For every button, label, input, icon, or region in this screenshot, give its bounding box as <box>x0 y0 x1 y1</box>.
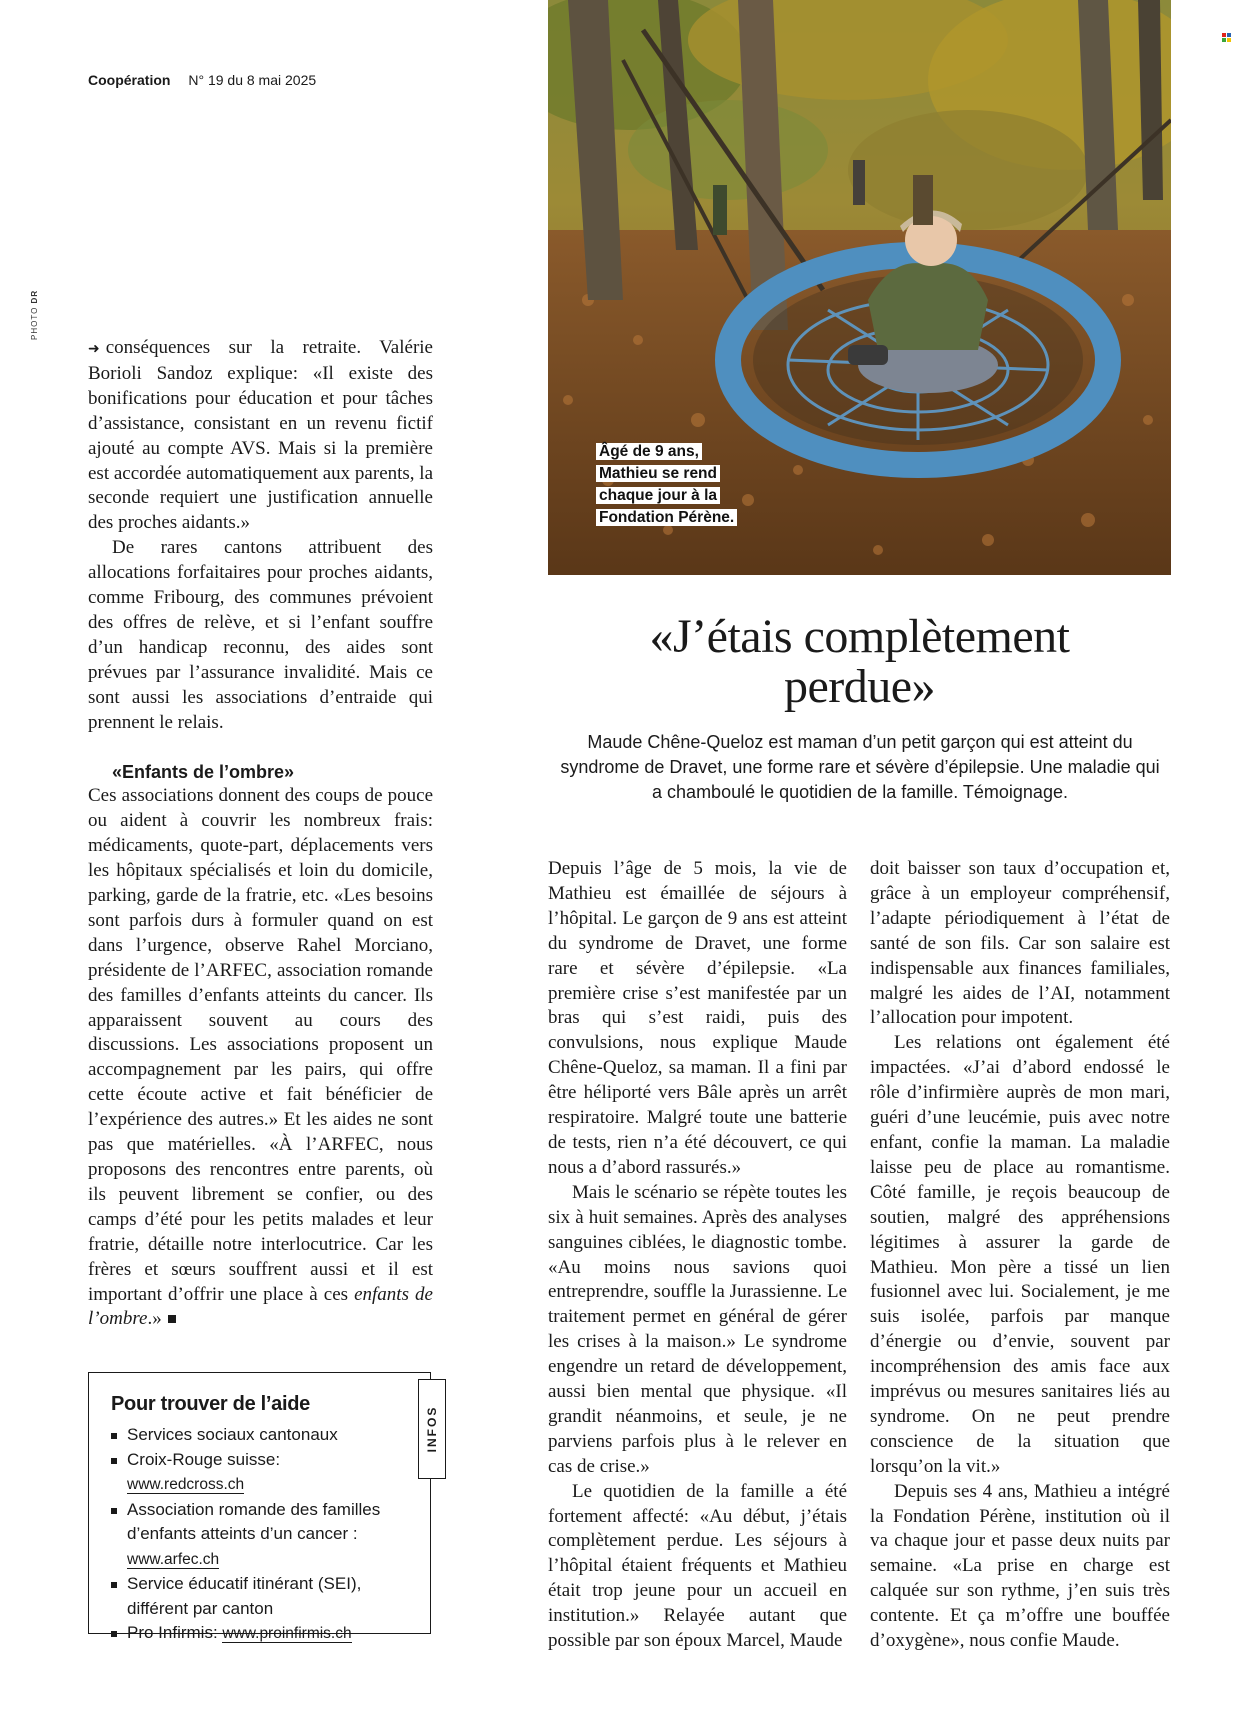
left-paragraph-3 <box>88 784 433 1332</box>
middle-column <box>548 857 847 1654</box>
italic-phrase: enfants de l’ombre <box>88 1283 433 1330</box>
brand-logo <box>1222 33 1231 42</box>
photo-credit-label: PHOTO <box>30 306 39 340</box>
list-item-text: Pro Infirmis: <box>127 1623 223 1642</box>
article-title <box>548 612 1171 712</box>
list-item-text: Services sociaux cantonaux <box>127 1425 338 1444</box>
right-paragraph-2: Les relations ont également été impactées. «J’ai d’abord endossé le rôle d’infirmière auprès de mon mari, guéri d’une leucémie, puis avec notre enfant, confie la maman. La maladie laisse peu de place au romantisme. Côté famille, je reçois beaucoup de soutien, malgré des appréhensions légitimes à assurer la garde de Mathieu. Mon père a tissé un lien fusionnel avec lui. Socialement, je me suis isolée, parfois par manque d’énergie ou d’envie, souvent par incompréhension des amis face aux imprévus ou mesures sanitaires liés au syndrome. On ne peut prendre conscience de la situation que lorsqu’on la vit.» <box>870 1032 1170 1477</box>
right-paragraph-1: doit baisser son taux d’occupation et, grâce à un employeur compréhensif, l’adapte périodiquement à l’état de santé de son fils. Car son salaire est indispensable aux finances familiales, malgré les aides de l’AI, notamment l’allocation pour impotent. <box>870 858 1170 1029</box>
list-item <box>109 1423 394 1448</box>
quote-end: .» <box>147 1308 162 1330</box>
end-of-article-mark <box>168 1315 176 1323</box>
infos-tag-label: INFOS <box>425 1405 439 1453</box>
mid-paragraph-2: Mais le scénario se répète toutes les six à huit semaines. Après des analyses sanguines ciblées, le diagnostic tombe. «Au moins nous savions quoi entreprendre, souffle la Jurassienne. Le traitement permet en général de gérer les crises à la maison.» Le syndrome engendre un retard de développement, aussi bien mental que physique. «Il grandit néanmoins, et seule, je ne parviens parfois plus à le relever en cas de crise.» <box>548 1181 847 1477</box>
infos-tag <box>418 1379 446 1479</box>
list-item <box>109 1572 394 1621</box>
photo-credit-source: DR <box>30 289 39 304</box>
issue-info: N° 19 du 8 mai 2025 <box>188 72 317 88</box>
mid-paragraph-3: Le quotidien de la famille a été fortement affecté: «Au début, j’étais complètement perdue. Les séjours à l’hôpital étaient fréquents et Mathieu était trop jeune pour un accueil en institution.» Relayée autant que possible par son époux Marcel, Maude <box>548 1480 847 1652</box>
proinfirmis-link[interactable]: www.proinfirmis.ch <box>222 1625 352 1642</box>
publication-name: Coopération <box>88 72 171 88</box>
help-info-box <box>88 1372 439 1642</box>
photo-caption <box>596 441 737 529</box>
list-item <box>109 1498 394 1573</box>
page-header <box>88 72 316 88</box>
help-resource-list <box>109 1423 394 1647</box>
title-line-2: perdue» <box>783 660 936 713</box>
subheading: «Enfants de l’ombre» <box>112 761 295 782</box>
caption-line: chaque jour à la <box>596 487 720 504</box>
article-lead: Maude Chêne-Queloz est maman d’un petit garçon qui est atteint du syndrome de Dravet, une forme rare et sévère d’épilepsie. Une maladie qui a chamboulé le quotidien de la famille. Témoignage. <box>560 732 1160 802</box>
redcross-link[interactable]: www.redcross.ch <box>127 1476 245 1493</box>
list-item <box>109 1448 394 1498</box>
caption-line: Âgé de 9 ans, <box>596 443 702 460</box>
caption-line: Fondation Pérène. <box>596 509 737 526</box>
mid-paragraph-1: Depuis l’âge de 5 mois, la vie de Mathieu est émaillée de séjours à l’hôpital. Le garçon de 9 ans est atteint du syndrome de Dravet, une forme rare et sévère d’épilepsie. «La première crise s’est manifestée par un bras qui s’est raidi, puis des convulsions, nous explique Maude Chêne-Queloz, sa maman. Il a fini par être héliporté vers Bâle après un arrêt respiratoire. Malgré toute une batterie de tests, rien n’a été découvert, ce qui nous a d’abord rassurés.» <box>548 858 847 1178</box>
arfec-link[interactable]: www.arfec.ch <box>127 1550 220 1568</box>
list-item-text: Croix-Rouge suisse: <box>127 1449 281 1469</box>
left-paragraph-3-text: Ces associations donnent des coups de pouce ou aident à couvrir les nombreux frais: médicaments, quote-part, déplacements vers les hôpitaux spécialisés et loin du domicile, parking, garde de la fratrie, etc. «Les besoins sont parfois durs à formuler quand on est dans l’urgence, observe Rahel Morciano, présidente de l’ARFEC, association romande des familles d’enfants atteints du cancer. Ils apparaissent souvent au cours des discussions. Les associations proposent un accompagnement par les pairs, qui offre cette écoute active et fait bénéficier de l’expérience des autres.» Et les aides ne sont pas que matérielles. «À l’ARFEC, nous proposons des rencontres entre parents, où ils peuvent librement se confier, ou des camps d’été pour les petits malades et leur fratrie, détaille notre interlocutrice. Car les frères et sœurs souffrent aussi et il est important d’offrir une place à ces <box>88 785 433 1305</box>
title-line-1: «J’étais complètement <box>649 610 1070 663</box>
left-paragraph-1-text: conséquences sur la retraite. Valérie Borioli Sandoz explique: «Il existe des bonifications pour éducation et pour tâches d’assistance, consistant en un revenu fictif ajouté au compte AVS. Mais si la première est accordée automatiquement aux parents, la seconde requiert une justification annuelle des proches aidants.» <box>88 337 434 534</box>
right-paragraph-3: Depuis ses 4 ans, Mathieu a intégré la Fondation Pérène, institution où il va chaque jour et passe deux nuits par semaine. «La prise en charge est calquée sur son rythme, j’en suis très contente. Et ça m’offre une bouffée d’oxygène», nous confie Maude. <box>870 1480 1170 1652</box>
left-paragraph-1 <box>88 336 433 536</box>
list-item-text: Service éducatif itinérant (SEI), différent par canton <box>127 1574 362 1618</box>
info-box-title: Pour trouver de l’aide <box>111 1393 311 1415</box>
photo-credit <box>30 280 39 340</box>
list-item <box>109 1621 394 1647</box>
left-paragraph-2: De rares cantons attribuent des allocations forfaitaires pour proches aidants, comme Fribourg, des communes prévoient des offres de relève, et si l’enfant souffre d’un handicap reconnu, des aides sont prévues par l’assurance invalidité. Mais ce sont aussi les associations d’entraide qui prennent le relais. <box>88 537 433 733</box>
continuation-arrow-icon: ➜ <box>88 341 100 357</box>
caption-line: Mathieu se rend <box>596 465 720 482</box>
list-item-text: Association romande des familles d’enfants atteints d’un cancer : <box>127 1499 381 1543</box>
left-column <box>88 336 433 1332</box>
right-column <box>870 857 1170 1654</box>
